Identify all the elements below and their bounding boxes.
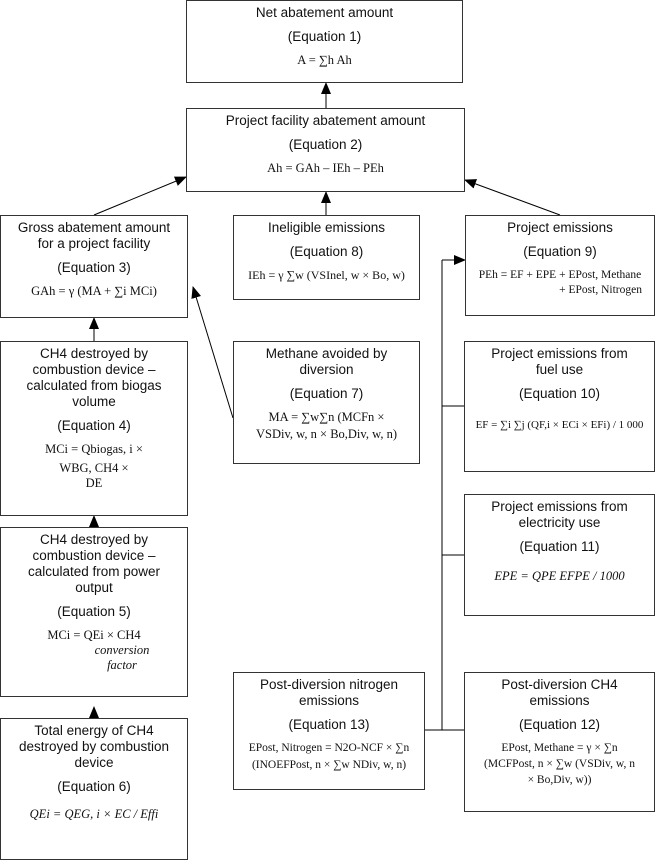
postch4-title-line2: emissions bbox=[529, 693, 590, 708]
postch4-formula-line1: EPost, Methane = γ × ∑n bbox=[501, 742, 618, 754]
postch4-equation: (Equation 12) bbox=[518, 717, 601, 732]
nitrogen-formula-line2: (INOEFPost, n × ∑w NDiv, w, n) bbox=[251, 759, 407, 771]
project-equation: (Equation 9) bbox=[523, 244, 597, 259]
energy-title-line2: destroyed by combustion bbox=[18, 739, 170, 754]
ineligible-equation: (Equation 8) bbox=[289, 244, 364, 259]
facility-equation: (Equation 2) bbox=[288, 137, 363, 152]
biogas-title-line4: volume bbox=[72, 394, 116, 409]
biogas-title-line1: CH4 destroyed by bbox=[39, 346, 149, 361]
nitrogen-title-line1: Post-diversion nitrogen bbox=[259, 677, 399, 692]
postch4-formula-line3: × Bo,Div, w)) bbox=[527, 774, 592, 786]
fuel-equation: (Equation 10) bbox=[518, 386, 601, 401]
power-formula-line1: MCi = QEi × CH4 bbox=[47, 628, 141, 642]
postch4-formula-line2: (MCFPost, n × ∑w (VSDiv, w, n bbox=[484, 758, 635, 770]
energy-title-line3: device bbox=[74, 755, 114, 770]
project-formula-line1: PEh = EF + EPE + EPost, Methane bbox=[478, 269, 642, 281]
methane-avoided-box bbox=[233, 341, 420, 464]
power-title-line2: combustion device – bbox=[32, 548, 156, 563]
ineligible-emissions-box bbox=[233, 215, 420, 300]
project-formula-line2: + EPost, Nitrogen bbox=[559, 284, 642, 296]
biogas-formula-line3: DE bbox=[85, 476, 103, 490]
power-title-line1: CH4 destroyed by bbox=[39, 532, 149, 547]
post-diversion-nitrogen-box bbox=[233, 672, 425, 790]
power-formula-line2: conversion bbox=[94, 643, 150, 657]
methane-equation: (Equation 7) bbox=[289, 386, 364, 401]
ch4-biogas-box bbox=[0, 341, 188, 516]
electricity-use-box bbox=[464, 494, 655, 616]
net-formula: A = ∑h Ah bbox=[297, 53, 352, 67]
nitrogen-title-line2: emissions bbox=[298, 693, 360, 708]
biogas-formula-line1: MCi = Qbiogas, i × bbox=[45, 442, 143, 456]
fuel-title-line2: fuel use bbox=[535, 362, 584, 377]
ineligible-formula: IEh = γ ∑w (VSInel, w × Bo, w) bbox=[248, 268, 405, 282]
power-formula-line3: factor bbox=[107, 658, 137, 672]
biogas-equation: (Equation 4) bbox=[57, 418, 131, 433]
methane-title-line1: Methane avoided by bbox=[265, 346, 388, 361]
biogas-title-line2: combustion device – bbox=[32, 362, 156, 377]
ineligible-title: Ineligible emissions bbox=[267, 220, 386, 235]
facility-title: Project facility abatement amount bbox=[225, 113, 426, 128]
facility-abatement-box bbox=[186, 108, 465, 192]
nitrogen-equation: (Equation 13) bbox=[288, 717, 370, 732]
facility-formula: Ah = GAh – IEh – PEh bbox=[267, 161, 384, 175]
power-title-line3: calculated from power bbox=[27, 564, 161, 579]
biogas-formula-line2: WBG, CH4 × bbox=[59, 461, 129, 475]
fuel-title-line1: Project emissions from bbox=[491, 346, 628, 361]
energy-formula: QEi = QEG, i × EC / Effi bbox=[29, 807, 159, 821]
gross-abatement-box bbox=[0, 215, 188, 318]
power-title-line4: output bbox=[75, 580, 113, 595]
methane-formula-line1: MA = ∑w∑n (MCFn × bbox=[268, 410, 385, 424]
project-title: Project emissions bbox=[507, 220, 613, 235]
electricity-formula: EPE = QPE EFPE / 1000 bbox=[494, 569, 625, 583]
gross-title-line1: Gross abatement amount bbox=[17, 220, 171, 235]
electricity-equation: (Equation 11) bbox=[519, 539, 600, 554]
net-abatement-box bbox=[186, 0, 463, 83]
power-equation: (Equation 5) bbox=[57, 604, 131, 619]
gross-equation: (Equation 3) bbox=[57, 260, 131, 275]
net-title: Net abatement amount bbox=[255, 5, 394, 20]
methane-formula-line2: VSDiv, w, n × Bo,Div, w, n) bbox=[256, 427, 397, 441]
gross-title-line2: for a project facility bbox=[37, 236, 151, 251]
net-equation: (Equation 1) bbox=[287, 29, 362, 44]
energy-equation: (Equation 6) bbox=[57, 779, 131, 794]
electricity-title-line2: electricity use bbox=[518, 515, 601, 530]
methane-title-line2: diversion bbox=[299, 362, 354, 377]
gross-formula: GAh = γ (MA + ∑i MCi) bbox=[31, 284, 157, 298]
biogas-title-line3: calculated from biogas bbox=[26, 378, 162, 393]
postch4-title-line1: Post-diversion CH4 bbox=[501, 677, 618, 692]
arrow-project-to-facility bbox=[465, 180, 560, 215]
ch4-power-box bbox=[0, 527, 188, 697]
post-diversion-ch4-box bbox=[464, 672, 655, 812]
energy-title-line1: Total energy of CH4 bbox=[34, 723, 154, 738]
fuel-use-box bbox=[464, 341, 655, 472]
arrow-methane-to-gross bbox=[193, 287, 233, 418]
arrow-gross-to-facility bbox=[94, 177, 186, 215]
fuel-formula: EF = ∑i ∑j (QF,i × ECi × EFi) / 1 000 bbox=[475, 419, 644, 431]
nitrogen-formula-line1: EPost, Nitrogen = N2O-NCF × ∑n bbox=[248, 742, 410, 754]
electricity-title-line1: Project emissions from bbox=[491, 499, 628, 514]
project-emissions-box bbox=[465, 215, 655, 316]
total-energy-box bbox=[0, 718, 188, 860]
